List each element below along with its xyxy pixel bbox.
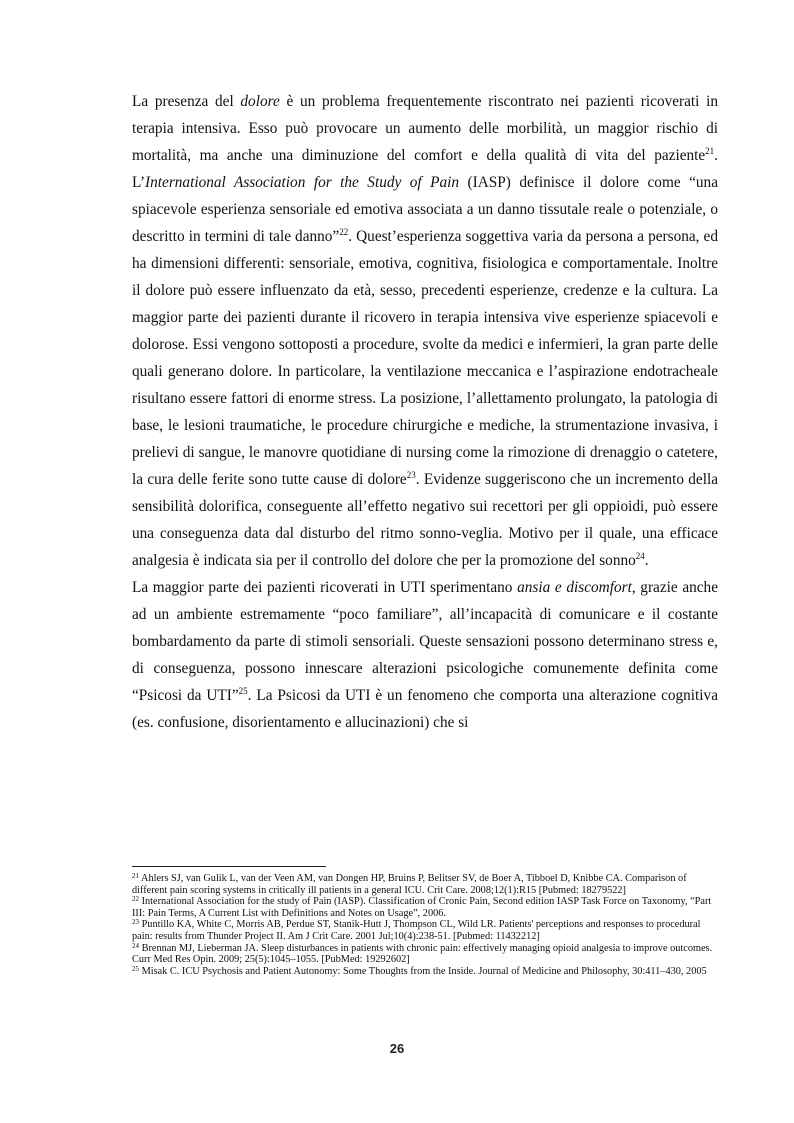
footnote-24 (132, 943, 718, 966)
footnote-number: 24 (132, 941, 139, 950)
footnote-text: International Association for the study of Pain (IASP). Classification of Cronic Pain, Second edition IASP Task Force on Taxonomy, “Part III: Pain Terms, A Current List with Definitions and Notes on Usage”, 2006. (132, 896, 712, 919)
footnote-22 (132, 896, 718, 919)
footnotes (132, 873, 718, 977)
footnote-text: Puntillo KA, White C, Morris AB, Perdue ST, Stanik-Hutt J, Thompson CL, Wild LR. Patients' perceptions and responses to procedural pain: results from Thunder Project II. Am J Crit Care. 2001 Jul;10(4):238-51. [Pubmed: 11432212] (132, 919, 701, 942)
text-run: La presenza del (132, 93, 241, 110)
footnote-number: 22 (132, 895, 139, 904)
footnote-number: 23 (132, 918, 139, 927)
footnote-text: Misak C. ICU Psychosis and Patient Autonomy: Some Thoughts from the Inside. Journal of Medicine and Philosophy, 30:411–430, 2005 (139, 965, 707, 977)
text-run: . L’ (132, 147, 718, 191)
text-run: è un problema frequentemente riscontrato nei pazienti ricoverati in terapia intensiva. Esso può provocare un aumento delle morbilità, un maggior rischio di mortalità, ma anche una diminuzione del comfort e della qualità di vita del paziente (132, 93, 719, 164)
text-run: , grazie anche ad un ambiente estremamente “poco familiare”, all’incapacità di comunicare e il costante bombardamento da parte di stimoli sensoriali. Queste sensazioni possono determinano stress e, di conseguenza, possono innescare alterazioni psicologiche comunemente definita come “Psicosi da UTI” (132, 579, 718, 704)
text-run: . Quest’esperienza soggettiva varia da persona a persona, ed ha dimensioni differenti: sensoriale, emotiva, cognitiva, fisiologica e comportamentale. Inoltre il dolore può essere influenzato da età, sesso, precedenti esperienze, credenze e la cultura. La maggior parte dei pazienti durante il ricovero in terapia intensiva vive esperienze spiacevoli e dolorose. Essi vengono sottoposti a procedure, svolte da medici e infermieri, la gran parte delle quali generano dolore. In particolare, la ventilazione meccanica e l’aspirazione endotracheale risultano essere fattori di enorme stress. La posizione, l’allettamento prolungato, la patologia di base, le lesioni traumatiche, le procedure chirurgiche e mediche, la strumentazione invasiva, i prelievi di sangue, le manovre quotidiane di nursing come la rimozione di drenaggio o catetere, la cura delle ferite sono tutte cause di dolore (132, 228, 718, 488)
footnote-21 (132, 873, 718, 896)
footnote-25 (132, 966, 718, 978)
text-run: . La Psicosi da UTI è un fenomeno che comporta una alterazione cognitiva (es. confusione, disorientamento e allucinazioni) che si (132, 687, 718, 731)
emphasis-iasp: International Association for the Study of Pain (145, 174, 460, 191)
body-text (132, 88, 718, 736)
footnote-text: Ahlers SJ, van Gulik L, van der Veen AM, van Dongen HP, Bruins P, Belitser SV, de Boer A, Tibboel D, Knibbe CA. Comparison of different pain scoring systems in critically ill patients in a general ICU. Crit Care. 2008;12(1):R15 [Pubmed: 18279522] (132, 873, 687, 896)
paragraph-pain (132, 88, 718, 574)
text-run: (IASP) definisce il dolore come “una spiacevole esperienza sensoriale ed emotiva associata a un danno tissutale reale o potenziale, o descritto in termini di tale danno” (132, 174, 718, 245)
footnote-ref-21: 21 (705, 146, 715, 156)
footnote-ref-24: 24 (635, 551, 645, 561)
footnote-ref-23: 23 (406, 470, 416, 480)
footnote-text: Brennan MJ, Lieberman JA. Sleep disturbances in patients with chronic pain: effectively managing opioid analgesia to improve outcomes. Curr Med Res Opin. 2009; 25(5):1045–1055. [PubMed: 19292602] (132, 942, 713, 966)
emphasis-dolore: dolore (240, 93, 280, 110)
text-run: La maggior parte dei pazienti ricoverati in UTI sperimentano (132, 579, 518, 596)
emphasis-ansia: ansia e discomfort (517, 579, 632, 596)
footnote-number: 25 (132, 964, 139, 973)
footnote-ref-25: 25 (238, 686, 248, 696)
footnote-ref-22: 22 (339, 227, 349, 237)
text-run: . (644, 552, 649, 569)
footnote-separator (132, 866, 326, 867)
footnote-number: 21 (132, 872, 139, 880)
page-number: 26 (389, 1041, 405, 1056)
text-run: . Evidenze suggeriscono che un incremento della sensibilità dolorifica, conseguente all’effetto negativo sui recettori per gli oppioidi, può essere una conseguenza data dal disturbo del ritmo sonno-veglia. Motivo per il quale, una efficace analgesia è indicata sia per il controllo del dolore che per la promozione del sonno (132, 471, 718, 569)
footnote-23 (132, 919, 718, 942)
paragraph-anxiety (132, 574, 718, 736)
